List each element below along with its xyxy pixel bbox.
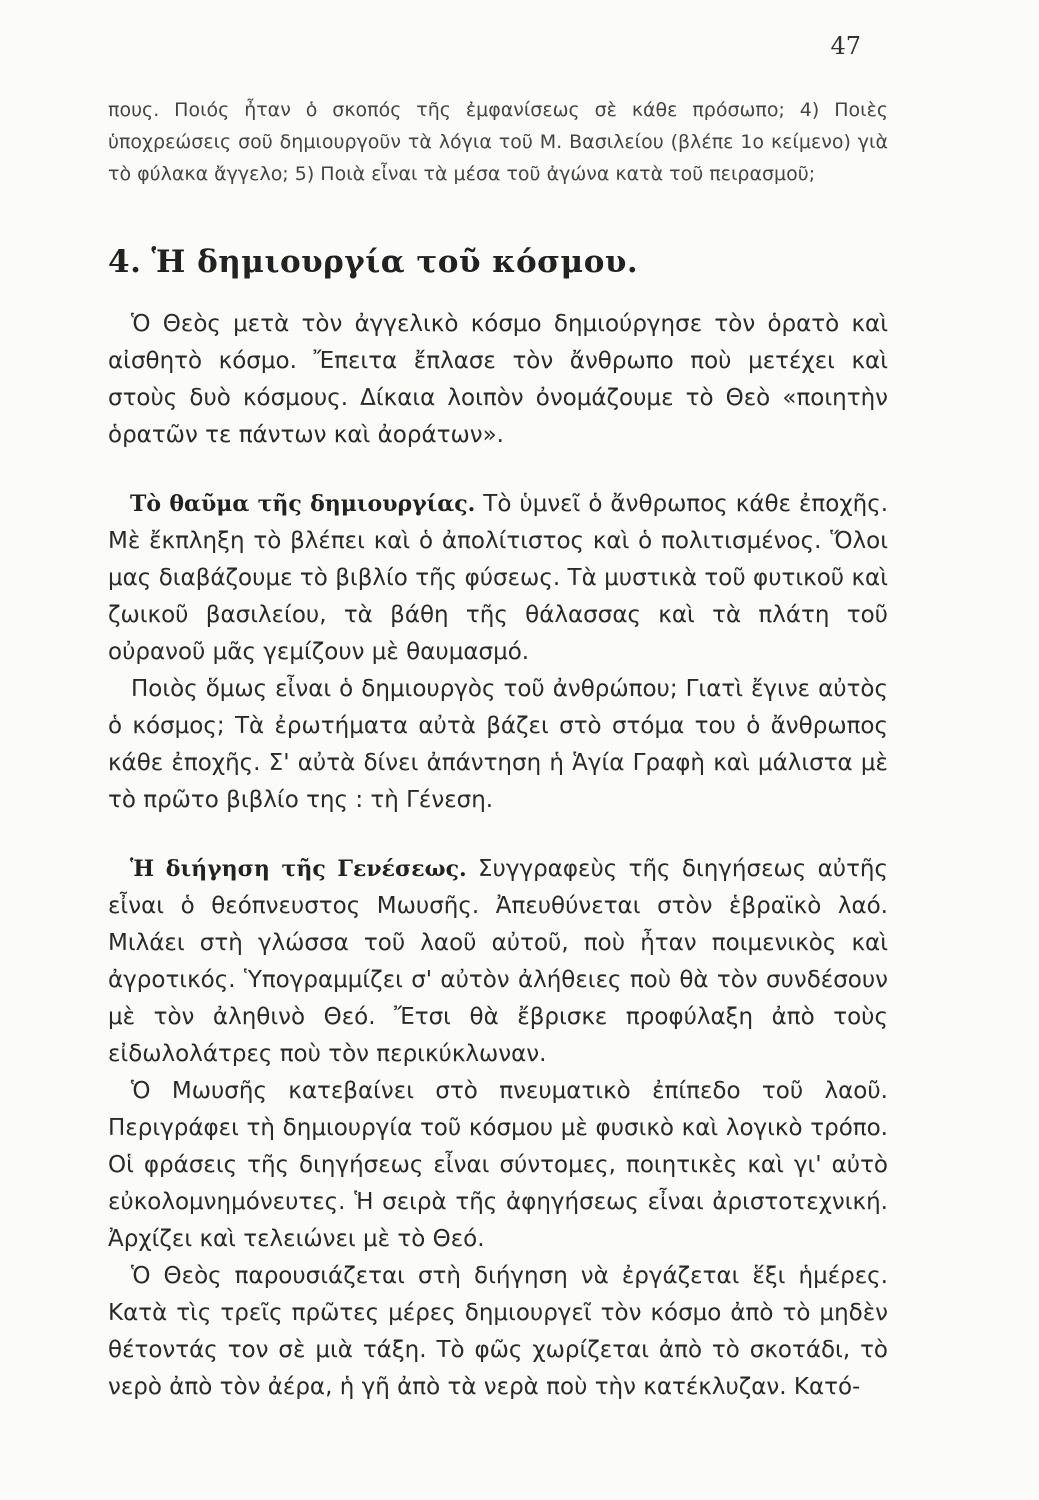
section-text-wonder: Τὸ ὑμνεῖ ὁ ἄνθρωπος κάθε ἐποχῆς. Μὲ ἔκπληξη τὸ βλέπει καὶ ὁ ἀπολίτιστος καὶ ὁ πολιτισμένος. Ὅλοι μας διαβάζουμε τὸ βιβλίο τῆς φύσεως. Τὰ μυστικὰ τοῦ φυτικοῦ καὶ ζωικοῦ βασιλείου, τὰ βάθη τῆς θάλασσας καὶ τὰ πλάτη τοῦ οὐρανοῦ μᾶς γεμίζουν μὲ θαυμασμό. (108, 491, 889, 665)
section-genesis-narrative (108, 851, 888, 1073)
chapter-title-text: Ἡ δημιουργία τοῦ κόσμου. (151, 244, 639, 280)
intro-paragraph: πους. Ποιός ἦταν ὁ σκοπός τῆς ἐμφανίσεως σὲ κάθε πρόσωπο; 4) Ποιὲς ὑποχρεώσεις σοῦ δημιουργοῦν τὰ λόγια τοῦ Μ. Βασιλείου (βλέπε 1ο κείμενο) γιὰ τὸ φύλακα ἄγγελο; 5) Ποιὰ εἶναι τὰ μέσα τοῦ ἀγώνα κατὰ τοῦ πειρασμοῦ; (108, 99, 888, 185)
paragraph-intro-creation: Ὁ Θεὸς μετὰ τὸν ἀγγελικὸ κόσμο δημιούργησε τὸν ὁρατὸ καὶ αἰσθητὸ κόσμο. Ἔπειτα ἔπλασε τὸν ἄνθρωπο ποὺ μετέχει καὶ στοὺς δυὸ κόσμους. Δίκαια λοιπὸν ὀνομάζουμε τὸ Θεὸ «ποιητὴν ὁρατῶν τε πάντων καὶ ἀοράτων». (108, 311, 888, 448)
page-number: 47 (830, 32, 861, 60)
section-heading-genesis: Ἡ διήγηση τῆς Γενέσεως. (130, 856, 467, 882)
chapter-number: 4. (108, 244, 142, 280)
page-content (108, 94, 888, 1406)
section-wonder-of-creation (108, 486, 888, 671)
paragraph-creator-question: Ποιὸς ὅμως εἶναι ὁ δημιουργὸς τοῦ ἀνθρώπου; Γιατὶ ἔγινε αὐτὸς ὁ κόσμος; Τὰ ἐρωτήματα αὐτὰ βάζει στὸ στόμα του ὁ ἄνθρωπος κάθε ἐποχῆς. Σ' αὐτὰ δίνει ἀπάντηση ἡ Ἁγία Γραφὴ καὶ μάλιστα μὲ τὸ πρῶτο βιβλίο της : τὴ Γένεση. (108, 676, 888, 813)
paragraph-six-days: Ὁ Θεὸς παρουσιάζεται στὴ διήγηση νὰ ἐργάζεται ἕξι ἡμέρες. Κατὰ τὶς τρεῖς πρῶτες μέρες δημιουργεῖ τὸν κόσμο ἀπὸ τὸ μηδὲν θέτοντάς τον σὲ μιὰ τάξη. Τὸ φῶς χωρίζεται ἀπὸ τὸ σκοτάδι, τὸ νερὸ ἀπὸ τὸν ἀέρα, ἡ γῆ ἀπὸ τὰ νερὰ ποὺ τὴν κατέκλυζαν. Κατό- (108, 1263, 888, 1400)
section-heading-wonder: Τὸ θαῦμα τῆς δημιουργίας. (130, 491, 476, 517)
chapter-title (108, 244, 888, 280)
paragraph-moses-level: Ὁ Μωυσῆς κατεβαίνει στὸ πνευματικὸ ἐπίπεδο τοῦ λαοῦ. Περιγράφει τὴ δημιουργία τοῦ κόσμου μὲ φυσικὸ καὶ λογικὸ τρόπο. Οἱ φράσεις τῆς διηγήσεως εἶναι σύντομες, ποιητικὲς καὶ γι' αὐτὸ εὐκολομνημόνευτες. Ἡ σειρὰ τῆς ἀφηγήσεως εἶναι ἀριστοτεχνική. Ἀρχίζει καὶ τελειώνει μὲ τὸ Θεό. (108, 1078, 888, 1252)
section-text-genesis: Συγγραφεὺς τῆς διηγήσεως αὐτῆς εἶναι ὁ θεόπνευστος Μωυσῆς. Ἀπευθύνεται στὸν ἑβραϊκὸ λαό. Μιλάει στὴ γλώσσα τοῦ λαοῦ αὐτοῦ, ποὺ ἦταν ποιμενικὸς καὶ ἀγροτικός. Ὑπογραμμίζει σ' αὐτὸν ἀλήθειες ποὺ θὰ τὸν συνδέσουν μὲ τὸν ἀληθινὸ Θεό. Ἔτσι θὰ ἔβρισκε προφύλαξη ἀπὸ τοὺς εἰδωλολάτρες ποὺ τὸν περικύκλωναν. (108, 856, 889, 1067)
